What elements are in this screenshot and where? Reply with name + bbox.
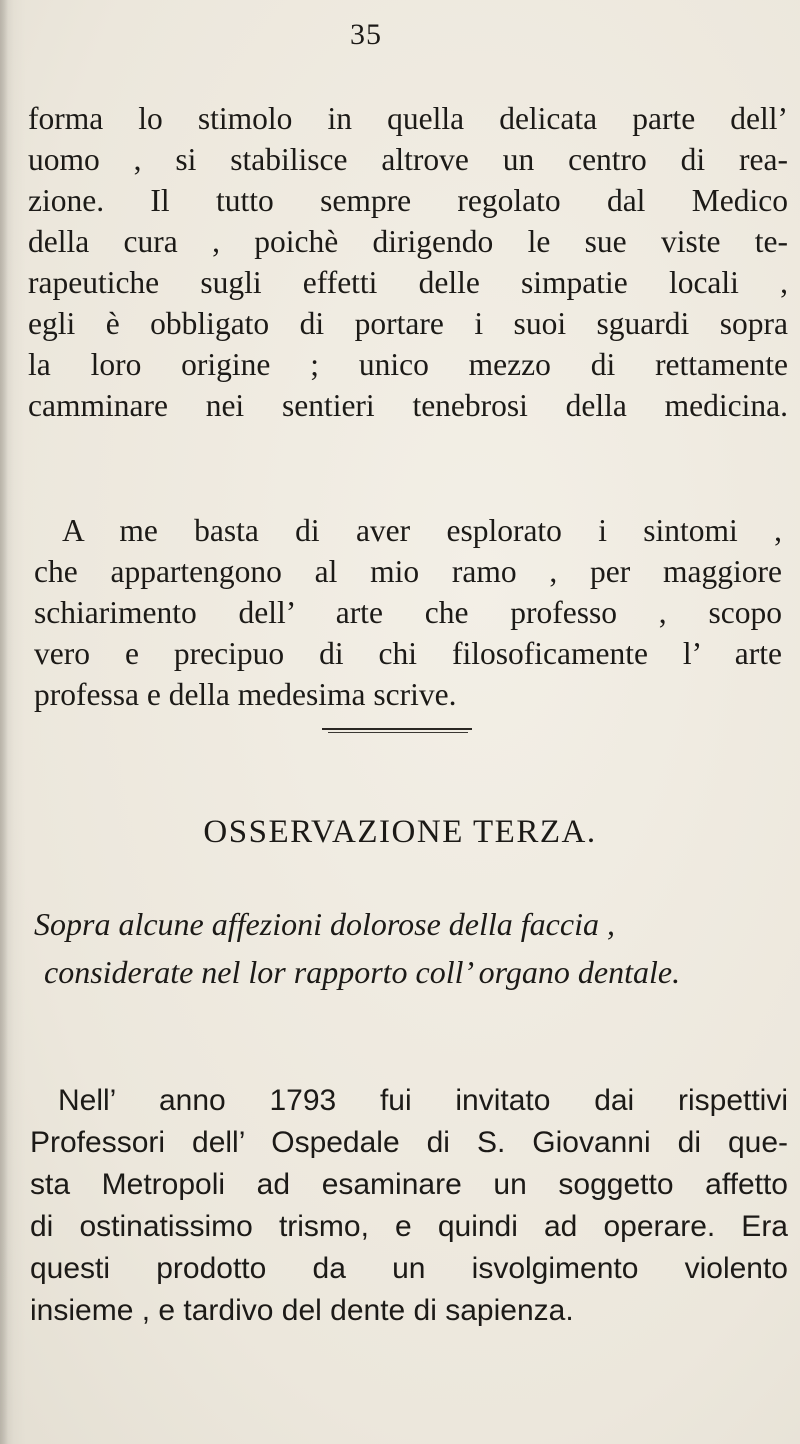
section-subtitle-line1: Sopra alcune affezioni dolorose della faccia ,: [34, 906, 615, 942]
text-line: egli è obbligato di portare i suoi sguardi sopra: [28, 306, 788, 341]
text-line: che appartengono al mio ramo , per maggiore: [34, 554, 782, 589]
paragraph-continuation: [28, 98, 788, 426]
text-line: insieme , e tardivo del dente di sapienza.: [30, 1294, 574, 1327]
text-line: zione. Il tutto sempre regolato dal Medico: [28, 183, 788, 218]
paragraph-closing: [34, 510, 782, 715]
text-line: vero e precipuo di chi filosoficamente l’ arte: [34, 636, 782, 671]
text-line: di ostinatissimo trismo, e quindi ad operare. Era: [30, 1210, 788, 1243]
section-heading: OSSERVAZIONE TERZA.: [203, 814, 597, 850]
binding-gutter: [0, 0, 8, 1444]
text-line: rapeutiche sugli effetti delle simpatie locali ,: [28, 265, 788, 300]
section-divider: [322, 728, 472, 734]
text-line: forma lo stimolo in quella delicata parte dell’: [28, 101, 788, 136]
text-line: questi prodotto da un isvolgimento violento: [30, 1252, 788, 1285]
text-line: uomo , si stabilisce altrove un centro di rea-: [28, 142, 788, 177]
page-number: 35: [350, 18, 382, 51]
text-line: schiarimento dell’ arte che professo , scopo: [34, 595, 782, 630]
text-line: Nell’ anno 1793 fui invitato dai rispettivi: [58, 1084, 788, 1117]
text-line: sta Metropoli ad esaminare un soggetto affetto: [30, 1168, 788, 1201]
text-line: Professori dell’ Ospedale di S. Giovanni di que-: [30, 1126, 788, 1159]
paragraph-case-report: [30, 1080, 788, 1332]
section-subtitle-line2: considerate nel lor rapporto coll’ organo dentale.: [44, 954, 681, 990]
text-line: della cura , poichè dirigendo le sue viste te-: [28, 224, 788, 259]
text-line: camminare nei sentieri tenebrosi della medicina.: [28, 388, 788, 423]
text-line: professa e della medesima scrive.: [34, 677, 457, 712]
text-line: la loro origine ; unico mezzo di rettamente: [28, 347, 788, 382]
text-line: A me basta di aver esplorato i sintomi ,: [62, 513, 782, 548]
